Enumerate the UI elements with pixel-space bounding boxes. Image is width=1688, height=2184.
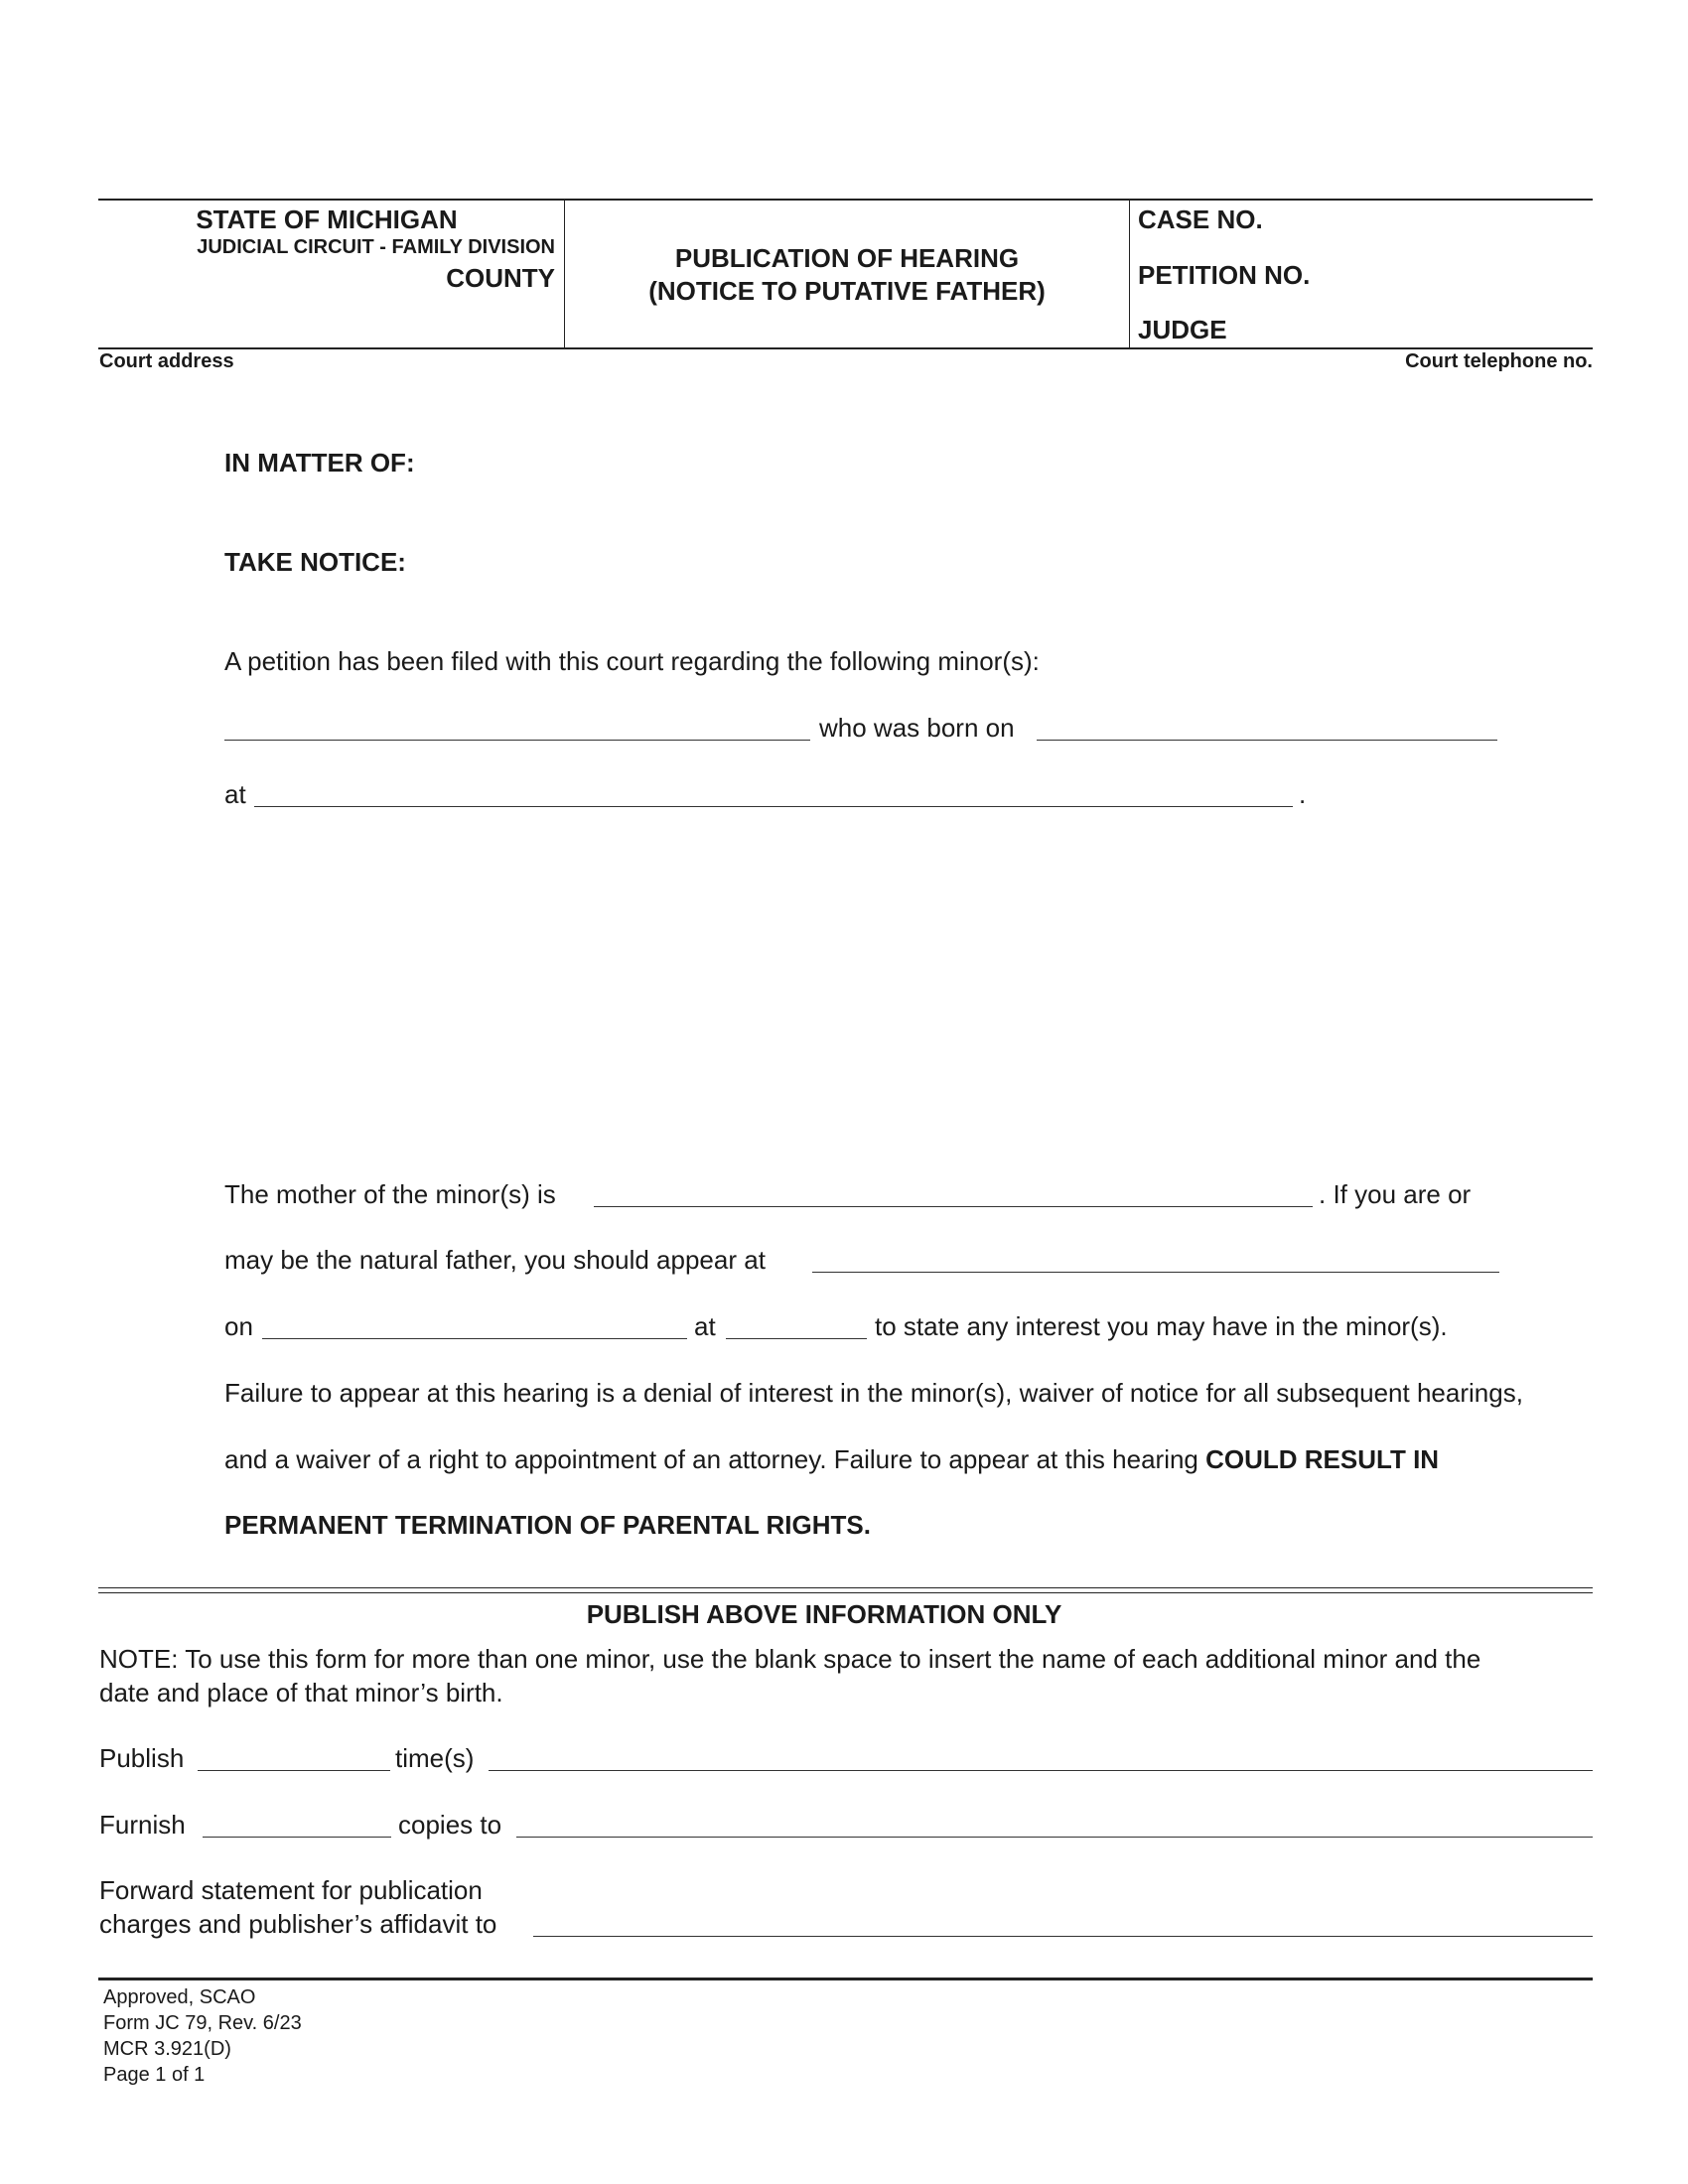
affidavit-recipient-field[interactable] <box>533 1936 1593 1937</box>
failure-line-2-text: and a waiver of a right to appointment of an attorney. Failure to appear at this hearing <box>224 1444 1198 1474</box>
forward-line-1: Forward statement for publication <box>99 1875 483 1905</box>
footer-rule <box>98 1978 1593 1980</box>
at-time-label: at <box>694 1311 716 1341</box>
form-title-line1: PUBLICATION OF HEARING <box>674 243 1020 273</box>
forward-line-2: charges and publisher’s affidavit to <box>99 1909 497 1939</box>
furnish-label: Furnish <box>99 1810 186 1840</box>
take-notice-heading: TAKE NOTICE: <box>224 547 406 577</box>
termination-warning: PERMANENT TERMINATION OF PARENTAL RIGHTS. <box>224 1510 871 1540</box>
failure-line-2 <box>224 1444 1439 1475</box>
if-you-are-label: . If you are or <box>1319 1179 1472 1209</box>
court-telephone-label: Court telephone no. <box>1405 350 1593 372</box>
in-matter-of-heading: IN MATTER OF: <box>224 448 415 478</box>
note-line-2: date and place of that minor’s birth. <box>99 1678 503 1707</box>
case-no-label: CASE NO. <box>1138 205 1263 234</box>
publish-label: Publish <box>99 1743 185 1773</box>
form-number: Form JC 79, Rev. 6/23 <box>103 2012 302 2034</box>
birth-place-field[interactable] <box>254 806 1293 807</box>
caption-divider-right <box>1129 199 1130 348</box>
court-address-label: Court address <box>99 350 234 372</box>
page-number: Page 1 of 1 <box>103 2064 206 2086</box>
hearing-date-field[interactable] <box>262 1338 687 1339</box>
petition-no-label: PETITION NO. <box>1138 260 1311 290</box>
publish-above-heading: PUBLISH ABOVE INFORMATION ONLY <box>586 1599 1062 1629</box>
publish-count-field[interactable] <box>198 1770 390 1771</box>
period-mark: . <box>1299 779 1307 809</box>
at-label: at <box>224 779 246 809</box>
form-title-line2: (NOTICE TO PUTATIVE FATHER) <box>648 276 1046 306</box>
copies-to-label: copies to <box>398 1810 502 1840</box>
hearing-time-field[interactable] <box>726 1338 867 1339</box>
state-name: STATE OF MICHIGAN <box>196 205 458 234</box>
furnish-count-field[interactable] <box>203 1837 391 1838</box>
copies-recipient-field[interactable] <box>516 1837 1593 1838</box>
county-label: COUNTY <box>446 263 555 293</box>
times-label: time(s) <box>395 1743 475 1773</box>
circuit-label: JUDICIAL CIRCUIT - FAMILY DIVISION <box>197 236 555 258</box>
separator-rule-top <box>98 1587 1593 1588</box>
separator-rule-bottom <box>98 1592 1593 1593</box>
caption-divider-left <box>564 199 565 348</box>
approved-text: Approved, SCAO <box>103 1986 256 2008</box>
failure-line-1: Failure to appear at this hearing is a denial of interest in the minor(s), waiver of notice for all subsequent hearings, <box>224 1378 1523 1408</box>
born-on-label: who was born on <box>819 713 1015 743</box>
judge-label: JUDGE <box>1138 315 1227 344</box>
could-result-in-text: COULD RESULT IN <box>1205 1444 1440 1474</box>
caption-top-rule <box>98 199 1593 201</box>
minor-name-field[interactable] <box>224 740 810 741</box>
mcr-reference: MCR 3.921(D) <box>103 2038 231 2060</box>
hearing-location-field[interactable] <box>812 1272 1499 1273</box>
petition-statement: A petition has been filed with this court regarding the following minor(s): <box>224 646 1040 676</box>
mother-name-field[interactable] <box>594 1206 1313 1207</box>
on-label: on <box>224 1311 253 1341</box>
mother-label: The mother of the minor(s) is <box>224 1179 556 1209</box>
birth-date-field[interactable] <box>1037 740 1497 741</box>
publication-name-field[interactable] <box>489 1770 1593 1771</box>
note-line-1: NOTE: To use this form for more than one minor, use the blank space to insert the name of each additional minor and the <box>99 1644 1481 1674</box>
state-interest-text: to state any interest you may have in the minor(s). <box>875 1311 1448 1341</box>
caption-bottom-rule <box>98 347 1593 349</box>
appear-at-label: may be the natural father, you should appear at <box>224 1245 766 1275</box>
additional-minors-blank-space[interactable] <box>224 824 1495 1161</box>
